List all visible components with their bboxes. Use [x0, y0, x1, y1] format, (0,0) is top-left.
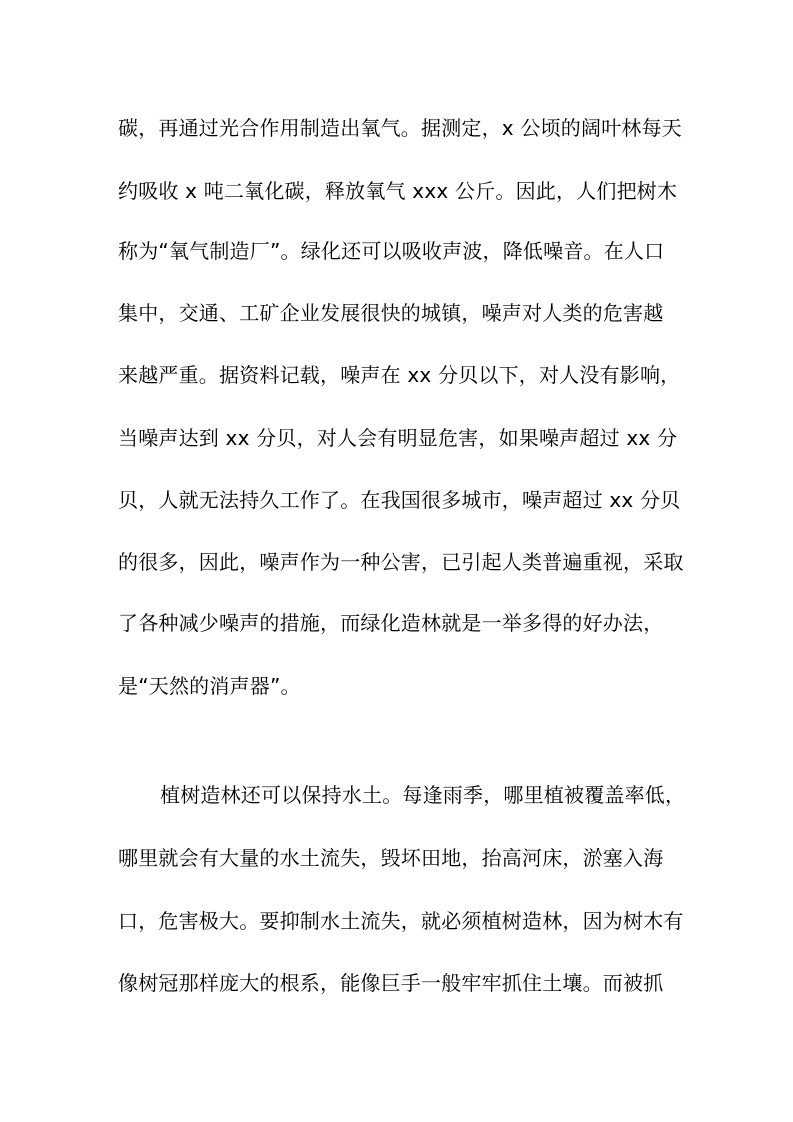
text-line: 集中，交通、工矿企业发展很快的城镇，噪声对人类的危害越: [118, 301, 664, 325]
text-line: 植树造林还可以保持水土。每逢雨季，哪里植被覆盖率低，: [160, 783, 686, 807]
text-line: 称为“氧气制造厂”。绿化还可以吸收声波，降低噪音。在人口: [118, 239, 665, 263]
text-line: 是“天然的消声器”。: [118, 674, 301, 698]
text-line: 口，危害极大。要抑制水土流失，就必须植树造林，因为树木有: [118, 909, 684, 933]
text-line: 当噪声达到 xx 分贝，对人会有明显危害，如果噪声超过 xx 分: [118, 426, 678, 450]
text-line: 的很多，因此，噪声作为一种公害，已引起人类普遍重视，采取: [118, 550, 684, 574]
text-line: 了各种减少噪声的措施，而绿化造林就是一举多得的好办法，: [118, 611, 664, 635]
text-line: 贝，人就无法持久工作了。在我国很多城市，噪声超过 xx 分贝: [118, 488, 681, 512]
text-line: 约吸收 x 吨二氧化碳，释放氧气 xxx 公斤。因此，人们把树木: [118, 179, 678, 203]
text-line: 来越严重。据资料记载，噪声在 xx 分贝以下，对人没有影响，: [118, 363, 681, 387]
text-line: 碳，再通过光合作用制造出氧气。据测定，x 公顷的阔叶林每天: [118, 116, 682, 140]
text-line: 像树冠那样庞大的根系，能像巨手一般牢牢抓住土壤。而被抓: [118, 971, 664, 995]
text-line: 哪里就会有大量的水土流失，毁坏田地，抬高河床，淤塞入海: [118, 846, 664, 870]
